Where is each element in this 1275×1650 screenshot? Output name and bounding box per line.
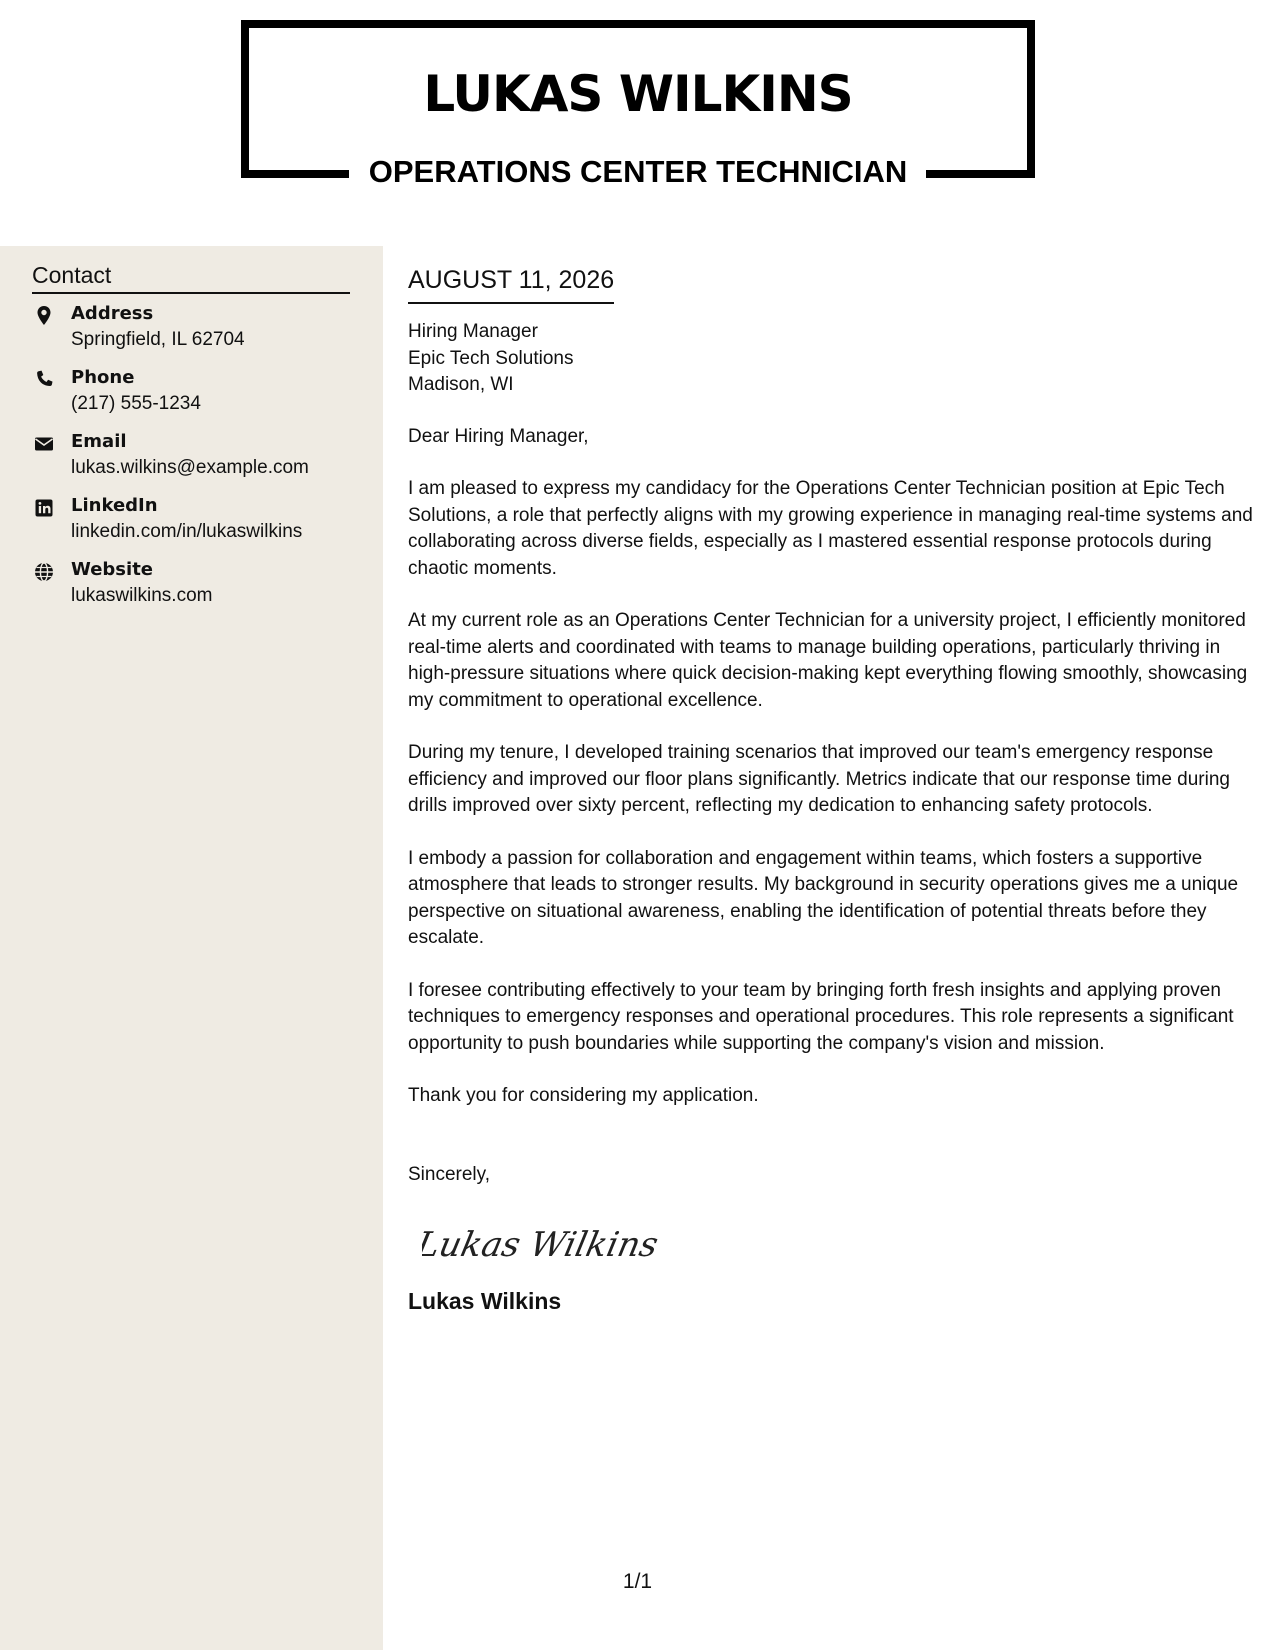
contact-label: Phone [71,367,135,388]
contact-value: lukas.wilkins@example.com [71,457,309,478]
body-paragraph: At my current role as an Operations Center Technician for a university project, I efficiently monitored real-time alerts and coordinated with teams to manage building operations, particularly thriving in high-pressure situations where quick decision-making kept everything flowing smoothly, showcasing my commitment to operational excellence. [408,610,1248,711]
applicant-name: LUKAS WILKINS [423,65,853,123]
contact-website [32,558,372,614]
contact-value: linkedin.com/in/lukaswilkins [71,521,303,542]
map-pin-icon [32,304,56,328]
contact-linkedin [32,494,372,550]
phone-icon [32,368,56,392]
job-title: OPERATIONS CENTER TECHNICIAN [368,154,908,189]
linkedin-icon [32,496,56,520]
contact-label: LinkedIn [71,495,158,516]
salutation: Dear Hiring Manager, [408,425,589,447]
recipient-title: Hiring Manager [408,321,538,342]
contact-heading: Contact [32,262,112,288]
body-paragraph: I am pleased to express my candidacy for the Operations Center Technician position at Epic Tech Solutions, a role that perfectly aligns with my growing experience in managing real-time systems and collaborating across diverse fields, especially as I mastered essential response protocols during chaotic moments. [408,478,1253,579]
signature [422,1212,662,1274]
contact-label: Address [71,303,154,324]
closing: Sincerely, [408,1163,491,1185]
contact-value: Springfield, IL 62704 [71,329,245,350]
envelope-icon [32,432,56,456]
body-paragraph: I embody a passion for collaboration and engagement within teams, which fosters a supportive atmosphere that leads to stronger results. My background in security operations gives me a unique perspective on situational awareness, enabling the identification of potential threats before they escalate. [408,847,1239,948]
body-paragraph: During my tenure, I developed training scenarios that improved our team's emergency response efficiency and improved our floor plans significantly. Metrics indicate that our response time during drills improved over sixty percent, reflecting my dedication to enhancing safety protocols. [408,742,1230,816]
contact-divider [32,292,350,294]
letter-date: AUGUST 11, 2026 [408,264,614,304]
recipient-block [408,319,1253,399]
svg-text:Lukas Wilkins: Lukas Wilkins [422,1225,662,1265]
recipient-location: Madison, WI [408,374,514,395]
recipient-company: Epic Tech Solutions [408,347,574,369]
signature-image [422,1212,662,1274]
contact-value: lukaswilkins.com [71,585,213,606]
contact-value: (217) 555-1234 [71,393,201,414]
contact-label: Website [71,559,154,580]
thank-you-line: Thank you for considering my application. [408,1085,759,1106]
letter-body [408,264,1253,1316]
contact-address [32,302,372,358]
globe-icon [32,560,56,584]
page-number: 1/1 [622,1570,653,1593]
contact-label: Email [71,431,127,452]
contact-email [32,430,372,486]
contact-phone [32,366,372,422]
signer-name: Lukas Wilkins [408,1288,562,1314]
body-paragraph: I foresee contributing effectively to your team by bringing forth fresh insights and applying proven techniques to emergency responses and operational procedures. This role represents a significant opportunity to push boundaries while supporting the company's vision and mission. [408,979,1234,1054]
